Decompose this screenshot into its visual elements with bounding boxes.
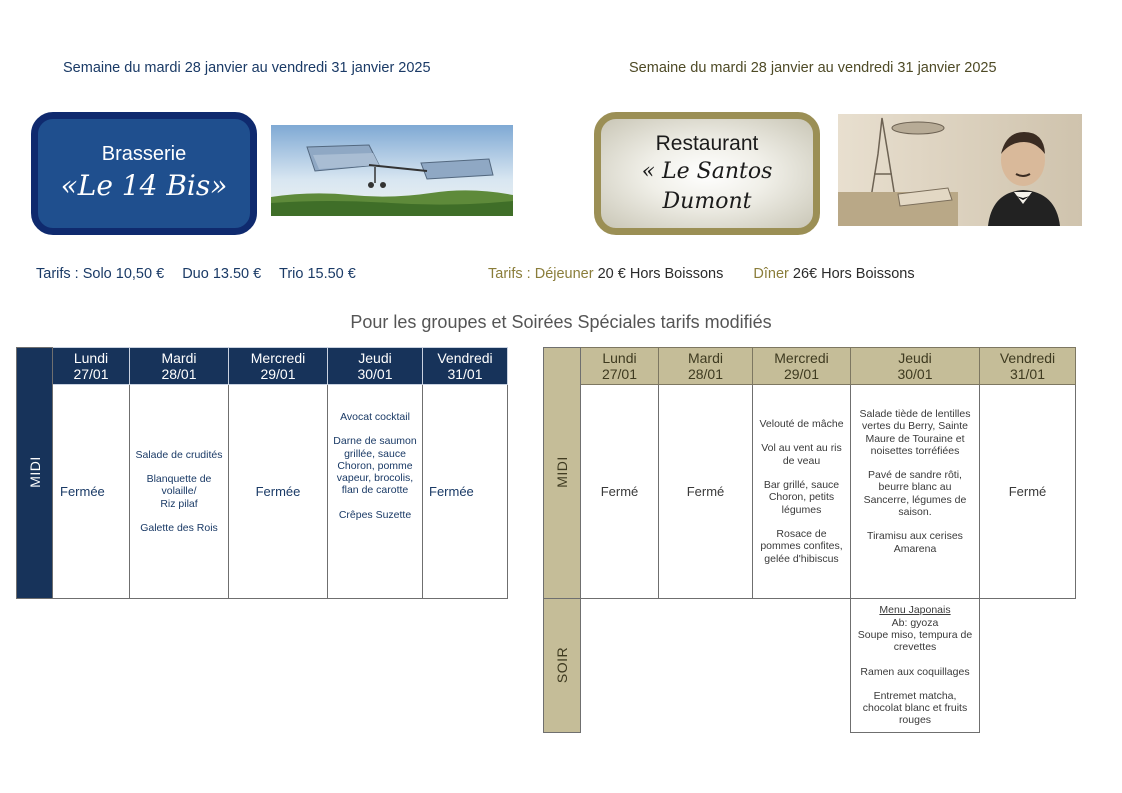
restaurant-day-mardi: Mardi 28/01 [659, 348, 753, 385]
restaurant-logo-line1: Restaurant [655, 132, 759, 155]
restaurant-day-mercredi: Mercredi 29/01 [753, 348, 851, 385]
menu-japonais-title: Menu Japonais [879, 604, 951, 617]
brasserie-day-lundi: Lundi 27/01 [53, 348, 130, 385]
restaurant-day-lundi: Lundi 27/01 [581, 348, 659, 385]
brasserie-midi-label: MIDI [17, 348, 53, 599]
restaurant-logo-name-b: Dumont [662, 189, 752, 214]
brasserie-menu-table [16, 347, 508, 599]
brasserie-tarifs [36, 266, 370, 282]
soir-empty-mardi [659, 599, 753, 733]
tarif-duo: Duo 13.50 € [182, 266, 262, 282]
restaurant-day-vendredi: Vendredi 31/01 [980, 348, 1076, 385]
brasserie-logo [31, 112, 257, 235]
restaurant-midi-mardi: Fermé [659, 385, 753, 599]
brasserie-logo-line1: Brasserie [101, 143, 187, 165]
soir-empty-vendredi [980, 599, 1076, 733]
restaurant-soir-jeudi: Menu Japonais Ab: gyoza Soupe miso, tempura de crevettes Ramen aux coquillages Entremet matcha, chocolat blanc et fruits rouges [851, 599, 980, 733]
soir-empty-lundi [581, 599, 659, 733]
restaurant-menu-table [543, 347, 1076, 733]
restaurant-midi-vendredi: Fermé [980, 385, 1076, 599]
restaurant-soir-label: SOIR [544, 599, 581, 733]
tarif-dejeuner-price: 20 € Hors Boissons [597, 266, 724, 282]
tarif-diner-price: 26€ Hors Boissons [792, 266, 915, 282]
brasserie-day-jeudi: Jeudi 30/01 [328, 348, 423, 385]
brasserie-midi-mercredi: Fermée [229, 385, 328, 599]
soir-empty-mercredi [753, 599, 851, 733]
groups-note: Pour les groupes et Soirées Spéciales tarifs modifiés [350, 312, 772, 332]
restaurant-logo [594, 112, 820, 235]
restaurant-day-jeudi: Jeudi 30/01 [851, 348, 980, 385]
brasserie-midi-mardi: Salade de crudités Blanquette de volaille/ Riz pilaf Galette des Rois [130, 385, 229, 599]
restaurant-midi-label: MIDI [544, 348, 581, 599]
santos-dumont-portrait [838, 114, 1082, 226]
tarif-trio: Trio 15.50 € [279, 266, 356, 282]
restaurant-tarifs [488, 266, 915, 282]
restaurant-midi-lundi: Fermé [581, 385, 659, 599]
brasserie-midi-lundi: Fermée [53, 385, 130, 599]
tarif-dejeuner-label: Tarifs : Déjeuner [488, 266, 594, 282]
brasserie-day-mercredi: Mercredi 29/01 [229, 348, 328, 385]
brasserie-day-vendredi: Vendredi 31/01 [423, 348, 508, 385]
plane-illustration [271, 125, 513, 216]
brasserie-week: Semaine du mardi 28 janvier au vendredi 31 janvier 2025 [63, 60, 431, 76]
restaurant-week: Semaine du mardi 28 janvier au vendredi 31 janvier 2025 [629, 60, 997, 76]
brasserie-midi-vendredi: Fermée [423, 385, 508, 599]
tarif-solo: Tarifs : Solo 10,50 € [36, 266, 165, 282]
brasserie-midi-jeudi: Avocat cocktail Darne de saumon grillée, sauce Choron, pomme vapeur, brocolis, flan de carotte Crêpes Suzette [328, 385, 423, 599]
brasserie-logo-name: «Le 14 Bis» [60, 169, 228, 202]
tarif-diner-label: Dîner [753, 266, 789, 282]
brasserie-day-mardi: Mardi 28/01 [130, 348, 229, 385]
restaurant-logo-name-a: « Le Santos [641, 159, 773, 184]
restaurant-midi-jeudi: Salade tiède de lentilles vertes du Berry, Sainte Maure de Touraine et noisettes torréfiées Pavé de sandre rôti, beurre blanc au Sancerre, légumes de saison. Tiramisu aux cerises Amarena [851, 385, 980, 599]
restaurant-midi-mercredi: Velouté de mâche Vol au vent au ris de veau Bar grillé, sauce Choron, petits légumes Rosace de pommes confites, gelée d'hibiscus [753, 385, 851, 599]
